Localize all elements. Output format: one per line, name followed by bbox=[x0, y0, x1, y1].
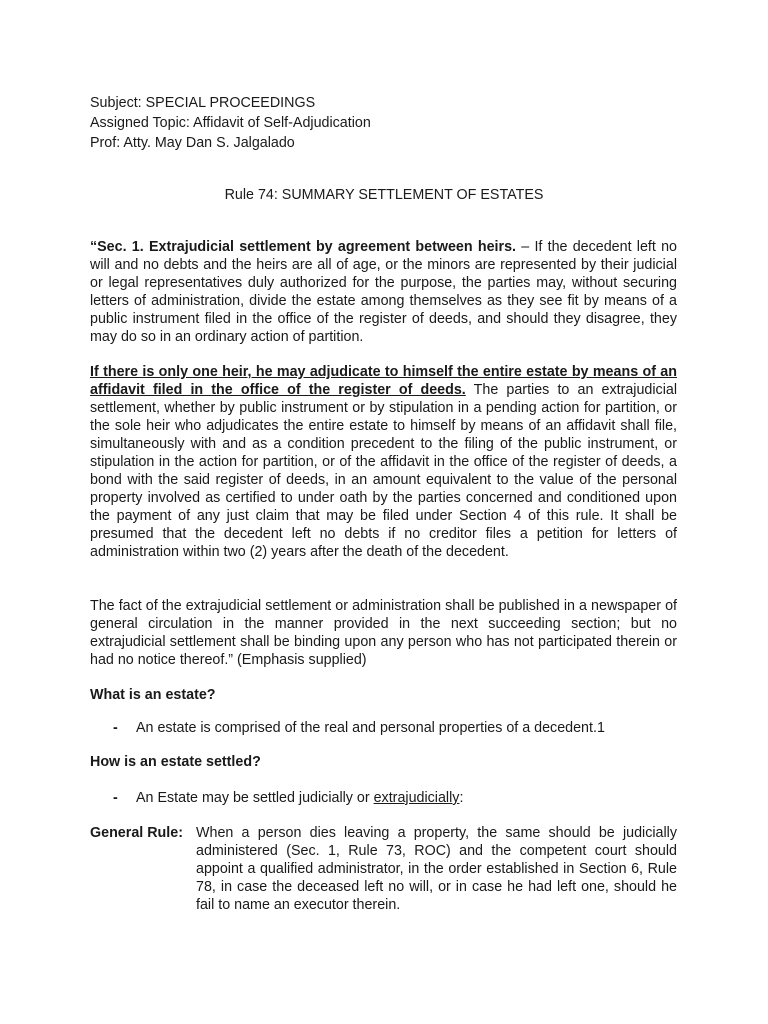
section-1-body: – If the decedent left no will and no debts and the heirs are all of age, or the minors are represented by their judicial or legal representatives duly authorized for the purpose, the parties may, without securing letters of administration, divide the estate among themselves as they see fit by means of a public instrument filed in the office of the register of deeds, and should they disagree, they may do so in an ordinary action of partition. bbox=[90, 239, 678, 345]
professor-line: Prof: Atty. May Dan S. Jalgalado bbox=[90, 135, 295, 151]
document-header bbox=[90, 93, 371, 153]
answer-settled-prefix: An Estate may be settled judicially or bbox=[136, 790, 374, 806]
bullet-dash: - bbox=[113, 790, 118, 806]
question-how-settled: How is an estate settled? bbox=[90, 754, 261, 770]
section-1-heading: “Sec. 1. Extrajudicial settlement by agreement between heirs. bbox=[90, 239, 517, 255]
answer-settled-suffix: : bbox=[459, 790, 464, 806]
topic-line: Assigned Topic: Affidavit of Self-Adjudication bbox=[90, 115, 371, 131]
bullet-dash: - bbox=[113, 720, 118, 736]
publication-paragraph: The fact of the extrajudicial settlement or administration shall be published in a newspaper of general circulation in the manner provided in the next succeeding section; but no extrajudicial settlement shall be binding upon any person who has not participated therein or had no notice thereof.” (Emphasis supplied) bbox=[90, 598, 677, 668]
answer-estate-bullet bbox=[113, 719, 605, 737]
question-what-is-estate: What is an estate? bbox=[90, 687, 216, 703]
answer-estate-text: An estate is comprised of the real and personal properties of a decedent.1 bbox=[136, 720, 605, 736]
sole-heir-body: The parties to an extrajudicial settlement, whether by public instrument or by stipulation in a pending action for partition, or the sole heir who adjudicates the entire estate to himself by means of an affidavit shall file, simultaneously with and as a condition precedent to the filing of the public instrument, or stipulation in the action for partition, or of the affidavit in the office of the register of deeds, a bond with the said register of deeds, in an amount equivalent to the value of the personal property involved as certified to under oath by the parties concerned and conditioned upon the payment of any just claim that may be filed under Section 4 of this rule. It shall be presumed that the decedent left no debts if no creditor files a petition for letters of administration within two (2) years after the death of the decedent. bbox=[90, 382, 678, 560]
answer-settled-bullet bbox=[113, 789, 463, 807]
sole-heir-paragraph bbox=[90, 363, 677, 561]
sole-heir-emphasis: If there is only one heir, he may adjudicate to himself the entire estate by means of an affidavit filed in the office of the register of deeds. bbox=[90, 364, 677, 398]
subject-line: Subject: SPECIAL PROCEEDINGS bbox=[90, 95, 316, 111]
general-rule-text: When a person dies leaving a property, the same should be judicially administered (Sec. 1, Rule 73, ROC) and the competent court should appoint a qualified administrator, in the order established in Section 6, Rule 78, in case the deceased left no will, or in case he had left one, should he fail to name an executor therein. bbox=[196, 825, 677, 913]
section-1-paragraph bbox=[90, 238, 677, 346]
general-rule-label: General Rule: bbox=[90, 825, 183, 841]
rule-title: Rule 74: SUMMARY SETTLEMENT OF ESTATES bbox=[224, 187, 544, 203]
answer-settled-underlined: extrajudicially bbox=[373, 790, 460, 806]
